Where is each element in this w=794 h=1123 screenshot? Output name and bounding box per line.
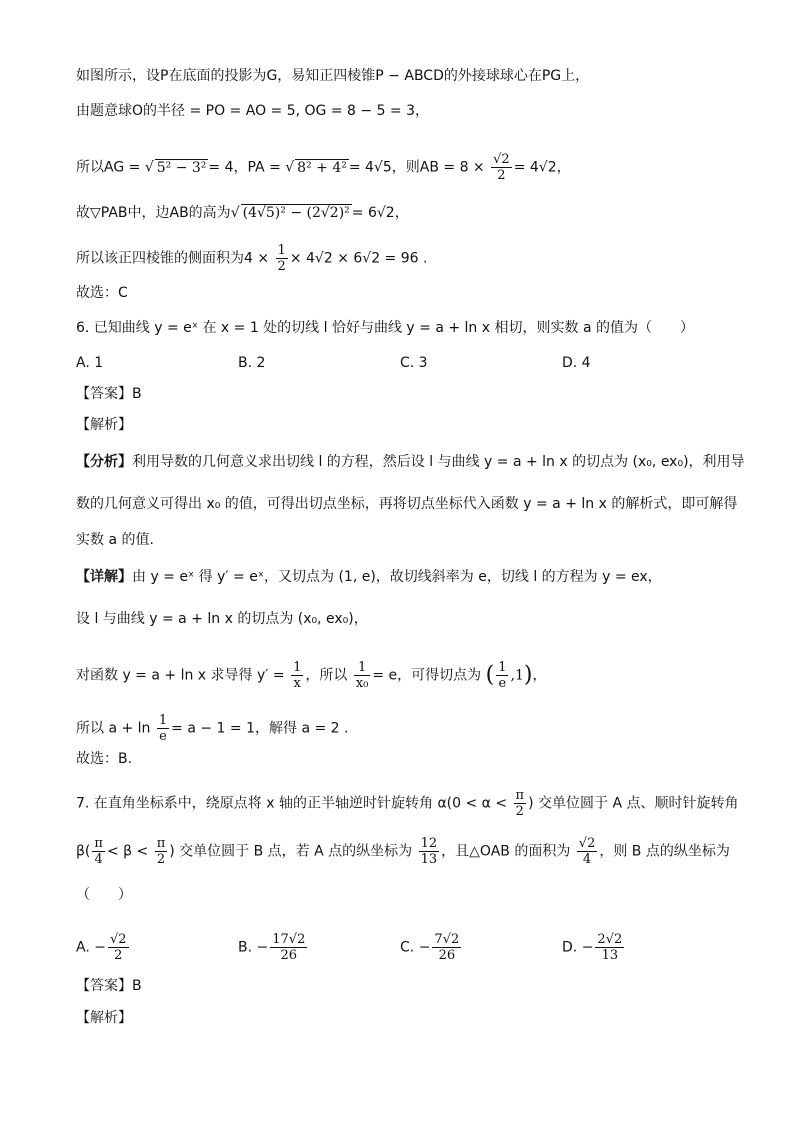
numerator: 17√2 [272, 932, 306, 947]
paren-right: ) [523, 662, 533, 688]
text-span: β( [76, 843, 91, 860]
text-span: ，则 B 点的纵坐标为 [599, 843, 730, 860]
numerator: π [156, 836, 166, 851]
text-line: （ ） [76, 887, 132, 903]
numerator: 1 [354, 660, 371, 676]
fraction [270, 932, 307, 963]
fraction [92, 836, 105, 867]
text-line [76, 567, 662, 587]
answer-label: 【答案】B [76, 386, 142, 402]
section-tag: 【详解】 [76, 569, 132, 585]
denominator: x [293, 676, 301, 691]
text-line: 如图所示，设P在底面的投影为G，易知正四棱锥P − ABCD的外接球球心在PG上， [76, 68, 590, 84]
section-tag: 【分析】 [76, 454, 132, 470]
text-line: 实数 a 的值. [76, 532, 154, 548]
numerator: π [94, 836, 103, 851]
denominator: 2 [497, 168, 506, 183]
fraction [496, 660, 508, 691]
fraction [419, 836, 440, 867]
radical: √ [144, 159, 154, 176]
denominator: 13 [420, 852, 438, 867]
fraction [291, 660, 303, 691]
answer-label: 【答案】B [76, 978, 142, 994]
denominator: x₀ [355, 676, 369, 691]
option-b [238, 932, 309, 963]
minus-sign: − [581, 939, 594, 956]
text-span: = 6√2， [351, 205, 409, 221]
fraction [354, 660, 371, 691]
comma: , [510, 667, 515, 684]
fraction [157, 713, 169, 744]
text-span: 所以 a + ln [76, 720, 155, 737]
text-line [76, 660, 546, 691]
text-span: 对函数 y = a + ln x 求导得 y′ = [76, 667, 290, 684]
text-span: = 4√5，则AB = 8 × [348, 159, 490, 176]
fraction [577, 836, 598, 867]
denominator: 2 [277, 259, 286, 274]
analysis-label: 【解析】 [76, 1010, 132, 1026]
option-a [76, 932, 131, 963]
text-line: 故选：B. [76, 751, 133, 767]
paren-left: ( [485, 662, 495, 688]
denominator: 26 [280, 948, 298, 963]
denominator: 26 [438, 948, 456, 963]
sqrt-expr: 8² + 4² [297, 159, 347, 176]
minus-sign: − [256, 939, 269, 956]
text-line: 数的几何意义可得出 x₀ 的值，可得出切点坐标，再将切点坐标代入函数 y = a + ln x 的解析式，即可解得 [76, 496, 738, 512]
text-span: ，且△OAB 的面积为 [441, 843, 575, 860]
option-d: D. 4 [562, 355, 591, 371]
text-line: 故选：C [76, 285, 128, 301]
text-line [76, 452, 745, 472]
denominator: e [159, 729, 167, 744]
denominator: 2 [515, 804, 524, 819]
option-label: A. [76, 939, 90, 956]
text-line [76, 152, 571, 183]
numerator: 1 [293, 660, 302, 675]
text-span: ， [532, 667, 547, 684]
denominator: e [498, 676, 507, 691]
question-6: 6. 已知曲线 y = eˣ 在 x = 1 处的切线 l 恰好与曲线 y = a + ln x 相切，则实数 a 的值为（ ） [76, 320, 694, 336]
denominator: 2 [114, 948, 123, 963]
numerator: 1 [277, 243, 286, 258]
option-d [562, 932, 626, 963]
option-c: C. 3 [400, 355, 428, 371]
option-label: C. [400, 939, 415, 956]
text-span: = 4√2， [513, 159, 571, 176]
fraction [491, 152, 512, 183]
text-span: 利用导数的几何意义求出切线 l 的方程，然后设 l 与曲线 y = a + ln x 的切点为 (x₀, ex₀)，利用导 [132, 454, 745, 470]
text-span: ) 交单位圆于 A 点、顺时针旋转角 [528, 795, 739, 812]
text-line [76, 836, 730, 867]
fraction [514, 788, 527, 819]
question-7 [76, 788, 738, 819]
numerator: 1 [158, 713, 168, 728]
denominator: 2 [156, 852, 166, 867]
numerator: π [515, 788, 525, 803]
option-b: B. 2 [238, 355, 266, 371]
fraction [276, 243, 288, 274]
text-line: 由题意球O的半径 = PO = AO = 5, OG = 8 − 5 = 3， [76, 103, 430, 119]
radical: √ [230, 205, 240, 221]
text-span: 所以AG = [76, 159, 145, 176]
text-span: × 4√2 × 6√2 = 96 . [289, 250, 428, 267]
text-span: ) 交单位圆于 B 点，若 A 点的纵坐标为 [169, 843, 417, 860]
denominator: 13 [601, 948, 619, 963]
option-label: B. [238, 939, 253, 956]
text-line: 设 l 与曲线 y = a + ln x 的切点为 (x₀, ex₀)， [76, 611, 368, 627]
text-span: < β < [106, 843, 153, 860]
fraction [108, 932, 129, 963]
minus-sign: − [418, 939, 431, 956]
numerator: √2 [578, 836, 596, 851]
fraction [155, 836, 168, 867]
sqrt-expr: (4√5)² − (2√2)² [242, 205, 350, 221]
text-span: = 4，PA = [208, 159, 286, 176]
text-span: = a − 1 = 1，解得 a = 2 . [171, 720, 349, 737]
text-span: 由 y = eˣ 得 y′ = eˣ，又切点为 (1, e)，故切线斜率为 e，切线 l 的方程为 y = ex， [132, 569, 662, 585]
text-span: 所以该正四棱锥的侧面积为4 × [76, 250, 274, 267]
text-span: = e，可得切点为 [372, 667, 486, 684]
sqrt-expr: 5² − 3² [156, 159, 207, 176]
denominator: 4 [94, 852, 103, 867]
text-span: 7. 在直角坐标系中，绕原点将 x 轴的正半轴逆时针旋转角 α(0 < α < [76, 795, 512, 812]
denominator: 4 [582, 852, 592, 867]
fraction [595, 932, 624, 963]
option-label: D. [562, 939, 578, 956]
numerator: √2 [493, 152, 510, 167]
text-line [76, 203, 409, 223]
text-span: ，所以 [305, 667, 352, 684]
option-c [400, 932, 463, 963]
numerator: 12 [420, 836, 438, 851]
text-line [76, 713, 348, 744]
numerator: √2 [109, 932, 127, 947]
text-span: 故▽PAB中，边AB的高为 [76, 205, 231, 221]
text-line [76, 243, 427, 274]
numerator: 1 [498, 660, 507, 675]
point-y: 1 [514, 667, 524, 684]
analysis-label: 【解析】 [76, 417, 132, 433]
radical: √ [285, 159, 295, 176]
minus-sign: − [94, 939, 106, 956]
numerator: 2√2 [597, 932, 623, 947]
numerator: 7√2 [434, 932, 460, 947]
fraction [432, 932, 461, 963]
option-a: A. 1 [76, 355, 104, 371]
